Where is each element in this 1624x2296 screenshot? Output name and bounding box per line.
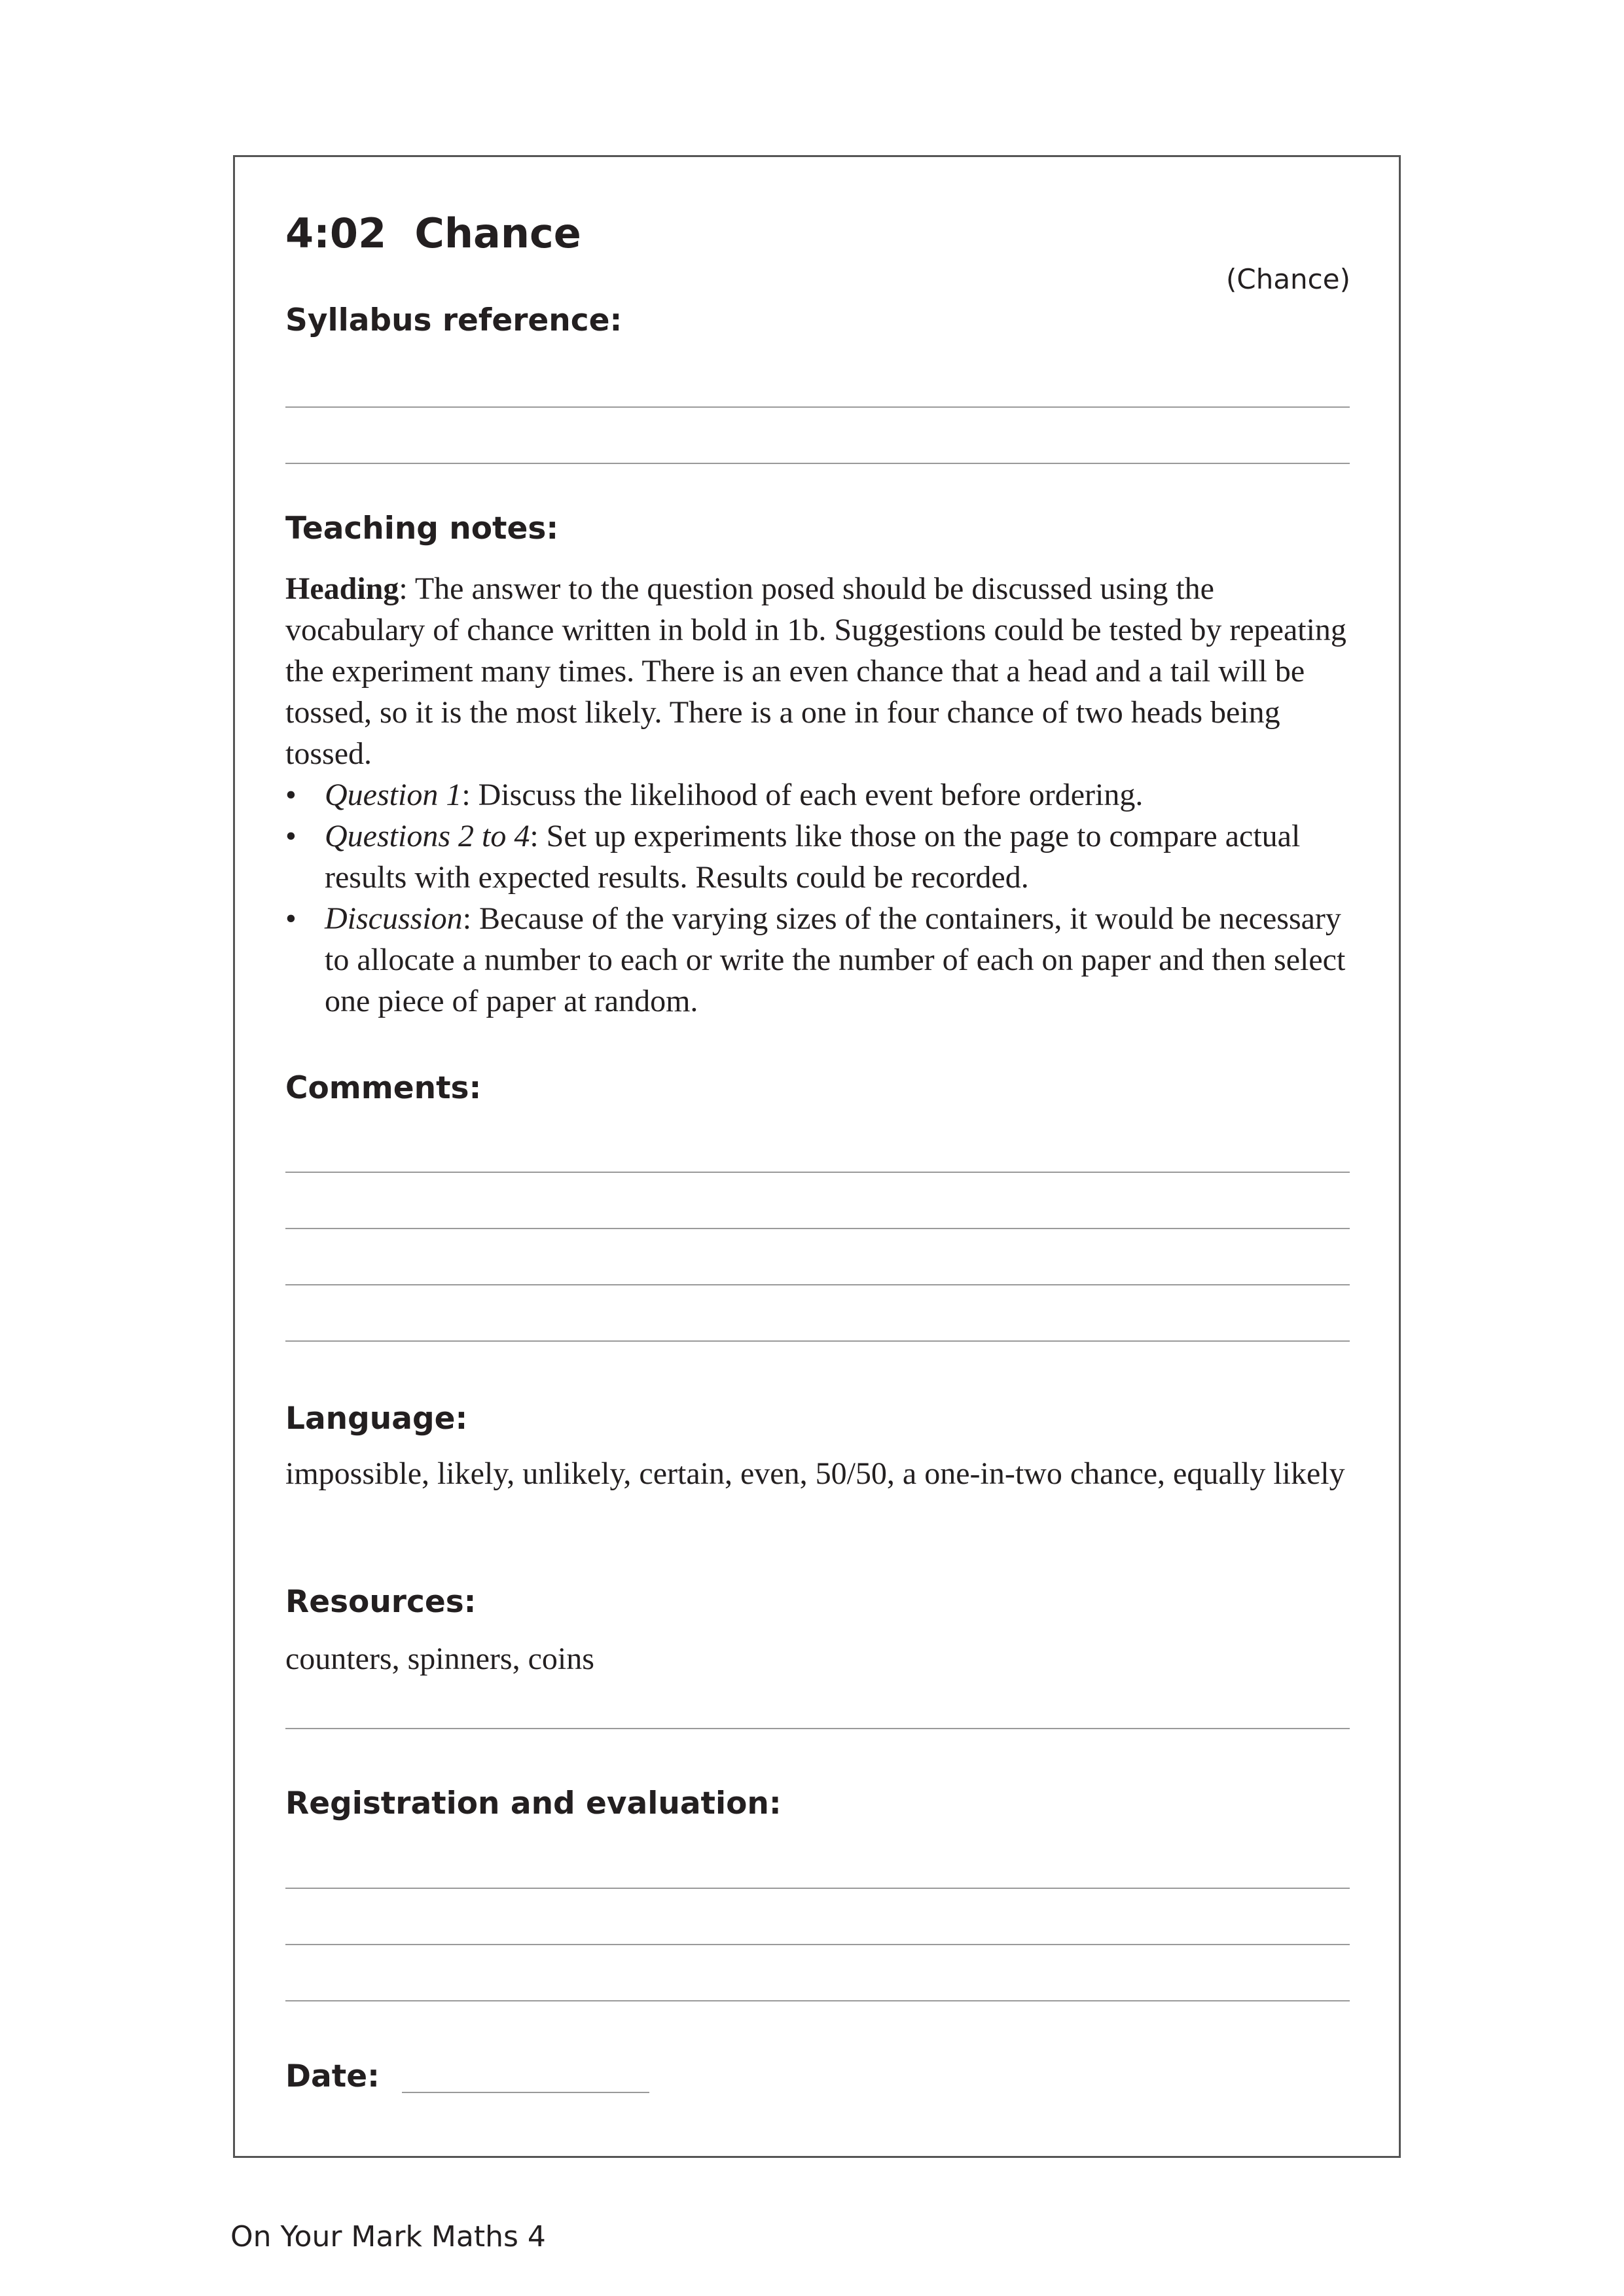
language-heading: Language: — [285, 1401, 468, 1437]
intro-text: : The answer to the question posed should be discussed using the vocabulary of chance written in bold in 1b. Suggestions could be tested by repeating the experiment many times. There is an even chance that a head and a tail will be tossed, so it is the most likely. There is a one in four chance of two heads being tossed. — [285, 571, 1346, 771]
comments-line-1 — [285, 1172, 1350, 1173]
bullet-marker: • — [285, 901, 297, 936]
comments-line-2 — [285, 1228, 1350, 1229]
bullet-label: Discussion — [325, 901, 463, 936]
teaching-notes-body — [285, 568, 1359, 1022]
category-label: (Chance) — [1225, 263, 1350, 295]
intro-bold-label: Heading — [285, 571, 399, 606]
bullet-label: Question 1 — [325, 778, 462, 812]
bullet-text: : Discuss the likelihood of each event before ordering. — [461, 778, 1144, 812]
bullet-marker: • — [285, 819, 297, 853]
list-item — [285, 898, 1359, 1022]
syllabus-heading: Syllabus reference: — [285, 302, 623, 338]
syllabus-line-2 — [285, 463, 1350, 464]
teaching-notes-heading: Teaching notes: — [285, 511, 559, 547]
page-title: 4:02 Chance — [285, 209, 581, 257]
resources-heading: Resources: — [285, 1584, 477, 1620]
registration-line-3 — [285, 2000, 1350, 2001]
teaching-notes-list — [285, 774, 1359, 1022]
bullet-text: : Because of the varying sizes of the containers, it would be necessary to allocate a number to each or write the number of each on paper and then select one piece of paper at random. — [325, 901, 1346, 1018]
list-item — [285, 774, 1359, 816]
registration-line-2 — [285, 1944, 1350, 1945]
bullet-label: Questions 2 to 4 — [325, 819, 530, 853]
comments-line-3 — [285, 1284, 1350, 1285]
bullet-marker: • — [285, 778, 297, 812]
teaching-notes-intro — [285, 568, 1359, 774]
resources-line — [285, 1728, 1350, 1729]
date-label: Date: — [285, 2058, 380, 2094]
language-text: impossible, likely, unlikely, certain, even, 50/50, a one-in-two chance, equally likely — [285, 1456, 1345, 1491]
registration-heading: Registration and evaluation: — [285, 1785, 782, 1821]
list-item — [285, 816, 1359, 898]
date-input-line — [402, 2092, 649, 2093]
resources-text: counters, spinners, coins — [285, 1641, 594, 1676]
syllabus-line-1 — [285, 406, 1350, 408]
comments-line-4 — [285, 1340, 1350, 1342]
bullet-text: : Set up experiments like those on the page to compare actual results with expected results. Results could be recorded. — [325, 819, 1301, 895]
page-footer: On Your Mark Maths 4 — [230, 2220, 546, 2253]
page-frame — [233, 155, 1401, 2158]
comments-heading: Comments: — [285, 1070, 482, 1106]
registration-line-1 — [285, 1888, 1350, 1889]
